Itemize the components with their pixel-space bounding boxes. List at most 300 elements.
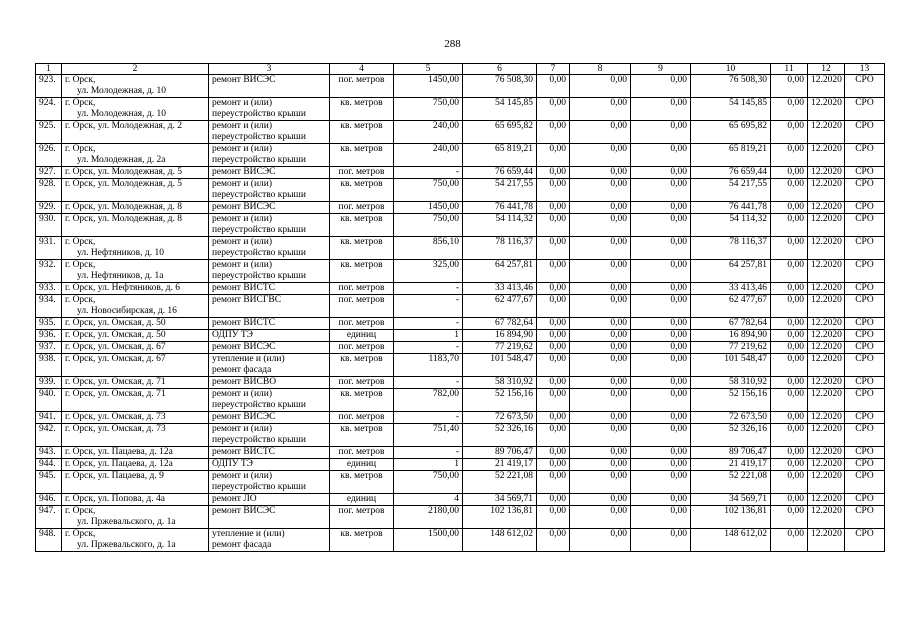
quantity-cell: 751,40 (394, 424, 463, 447)
table-row (36, 167, 885, 179)
cost-col8-cell: 0,00 (570, 412, 631, 424)
quantity-cell: - (394, 318, 463, 330)
total-cost-cell: 76 441,78 (463, 202, 537, 214)
work-type-cell (209, 389, 330, 412)
method-cell: СРО (845, 98, 885, 121)
cost-col11-cell: 0,00 (771, 377, 808, 389)
cost-col11-cell: 0,00 (771, 318, 808, 330)
total-cost-cell: 62 477,67 (463, 295, 537, 318)
work-type-cell (209, 529, 330, 552)
method-cell: СРО (845, 412, 885, 424)
quantity-cell: 1183,70 (394, 354, 463, 377)
quantity-cell: 750,00 (394, 471, 463, 494)
quantity-cell: 750,00 (394, 214, 463, 237)
work-type-cell-line: ремонт ВИСЭС (212, 342, 276, 352)
deadline-cell: 12.2020 (808, 354, 845, 377)
cost-col8-cell: 0,00 (570, 330, 631, 342)
method-cell: СРО (845, 424, 885, 447)
quantity-cell: 4 (394, 494, 463, 506)
quantity-cell: - (394, 167, 463, 179)
cost-col9-cell: 0,00 (631, 412, 691, 424)
work-type-cell (209, 424, 330, 447)
total-cost-cell: 67 782,64 (463, 318, 537, 330)
address-cell (62, 167, 209, 179)
total-cost-cell: 77 219,62 (463, 342, 537, 354)
quantity-cell: 2180,00 (394, 506, 463, 529)
cost-col9-cell: 0,00 (631, 167, 691, 179)
address-cell-line: г. Орск, (65, 144, 96, 154)
cost-col7-cell: 0,00 (537, 389, 570, 412)
row-number: 943. (36, 447, 62, 459)
cost-col7-cell: 0,00 (537, 75, 570, 98)
cost-col9-cell: 0,00 (631, 389, 691, 412)
row-number: 927. (36, 167, 62, 179)
column-number: 5 (394, 64, 463, 75)
work-type-cell (209, 506, 330, 529)
method-cell: СРО (845, 389, 885, 412)
unit-cell: кв. метров (330, 471, 394, 494)
unit-cell: кв. метров (330, 237, 394, 260)
column-number: 6 (463, 64, 537, 75)
cost-col9-cell: 0,00 (631, 98, 691, 121)
cost-col7-cell: 0,00 (537, 529, 570, 552)
quantity-cell: 750,00 (394, 98, 463, 121)
address-cell (62, 121, 209, 144)
cost-col9-cell: 0,00 (631, 506, 691, 529)
cost-col10-cell: 76 508,30 (691, 75, 771, 98)
address-cell-line: г. Орск, ул. Омская, д. 50 (65, 318, 166, 328)
deadline-cell: 12.2020 (808, 202, 845, 214)
address-cell-line: г. Орск, ул. Пацаева, д. 12а (65, 459, 173, 469)
cost-col10-cell: 76 441,78 (691, 202, 771, 214)
address-cell-line: ул. Нефтяников, д. 10 (77, 248, 164, 258)
column-number: 4 (330, 64, 394, 75)
method-cell: СРО (845, 342, 885, 354)
cost-col7-cell: 0,00 (537, 202, 570, 214)
address-cell (62, 75, 209, 98)
address-cell (62, 447, 209, 459)
cost-col9-cell: 0,00 (631, 318, 691, 330)
work-type-cell-line: переустройство крыши (212, 400, 306, 410)
row-number: 939. (36, 377, 62, 389)
cost-col8-cell: 0,00 (570, 214, 631, 237)
cost-col10-cell: 21 419,17 (691, 459, 771, 471)
cost-col8-cell: 0,00 (570, 260, 631, 283)
address-cell (62, 354, 209, 377)
unit-cell: кв. метров (330, 260, 394, 283)
address-cell-line: г. Орск, (65, 295, 96, 305)
cost-col8-cell: 0,00 (570, 424, 631, 447)
cost-col8-cell: 0,00 (570, 529, 631, 552)
work-type-cell-line: переустройство крыши (212, 190, 306, 200)
address-cell (62, 237, 209, 260)
row-number: 941. (36, 412, 62, 424)
address-cell-line: г. Орск, ул. Молодежная, д. 5 (65, 179, 183, 189)
work-type-cell-line: ОДПУ ТЭ (212, 330, 253, 340)
cost-col10-cell: 101 548,47 (691, 354, 771, 377)
total-cost-cell: 101 548,47 (463, 354, 537, 377)
row-number: 923. (36, 75, 62, 98)
cost-col10-cell: 52 326,16 (691, 424, 771, 447)
unit-cell: пог. метров (330, 202, 394, 214)
page-number: 288 (444, 38, 461, 50)
quantity-cell: 856,10 (394, 237, 463, 260)
address-cell-line: г. Орск, (65, 75, 96, 85)
method-cell: СРО (845, 144, 885, 167)
address-cell-line: г. Орск, ул. Омская, д. 71 (65, 389, 166, 399)
deadline-cell: 12.2020 (808, 214, 845, 237)
cost-col7-cell: 0,00 (537, 330, 570, 342)
row-number: 924. (36, 98, 62, 121)
address-cell (62, 295, 209, 318)
cost-col10-cell: 102 136,81 (691, 506, 771, 529)
cost-col9-cell: 0,00 (631, 330, 691, 342)
address-cell-line: г. Орск, ул. Омская, д. 71 (65, 377, 166, 387)
work-type-cell-line: утепление и (или) (212, 529, 285, 539)
unit-cell: пог. метров (330, 447, 394, 459)
cost-col7-cell: 0,00 (537, 459, 570, 471)
deadline-cell: 12.2020 (808, 459, 845, 471)
cost-col8-cell: 0,00 (570, 75, 631, 98)
table-row (36, 214, 885, 237)
method-cell: СРО (845, 330, 885, 342)
address-cell-line: ул. Пржевальского, д. 1а (77, 517, 176, 527)
deadline-cell: 12.2020 (808, 144, 845, 167)
address-cell-line: г. Орск, ул. Омская, д. 50 (65, 330, 166, 340)
deadline-cell: 12.2020 (808, 75, 845, 98)
row-number: 926. (36, 144, 62, 167)
cost-col8-cell: 0,00 (570, 98, 631, 121)
table-row (36, 342, 885, 354)
cost-col9-cell: 0,00 (631, 144, 691, 167)
work-type-cell (209, 342, 330, 354)
row-number: 937. (36, 342, 62, 354)
table-row (36, 202, 885, 214)
column-number: 7 (537, 64, 570, 75)
unit-cell: пог. метров (330, 377, 394, 389)
deadline-cell: 12.2020 (808, 237, 845, 260)
work-type-cell (209, 167, 330, 179)
work-type-cell-line: ремонт фасада (212, 365, 272, 375)
work-type-cell (209, 179, 330, 202)
row-number: 935. (36, 318, 62, 330)
deadline-cell: 12.2020 (808, 283, 845, 295)
work-type-cell-line: ремонт фасада (212, 540, 272, 550)
table-row (36, 459, 885, 471)
unit-cell: кв. метров (330, 424, 394, 447)
method-cell: СРО (845, 494, 885, 506)
total-cost-cell: 148 612,02 (463, 529, 537, 552)
method-cell: СРО (845, 471, 885, 494)
work-type-cell-line: ремонт ВИСЭС (212, 202, 276, 212)
cost-col8-cell: 0,00 (570, 389, 631, 412)
work-type-cell (209, 260, 330, 283)
address-cell (62, 330, 209, 342)
cost-col9-cell: 0,00 (631, 354, 691, 377)
cost-col8-cell: 0,00 (570, 459, 631, 471)
work-type-cell-line: ремонт и (или) (212, 424, 273, 434)
total-cost-cell: 102 136,81 (463, 506, 537, 529)
quantity-cell: 1450,00 (394, 75, 463, 98)
deadline-cell: 12.2020 (808, 260, 845, 283)
address-cell (62, 494, 209, 506)
row-number: 929. (36, 202, 62, 214)
cost-col11-cell: 0,00 (771, 412, 808, 424)
work-type-cell-line: ремонт ВИСГВС (212, 295, 282, 305)
work-type-cell (209, 144, 330, 167)
address-cell (62, 318, 209, 330)
cost-col7-cell: 0,00 (537, 354, 570, 377)
cost-col9-cell: 0,00 (631, 342, 691, 354)
cost-col8-cell: 0,00 (570, 506, 631, 529)
cost-col10-cell: 78 116,37 (691, 237, 771, 260)
cost-col11-cell: 0,00 (771, 98, 808, 121)
address-cell-line: г. Орск, ул. Нефтяников, д. 6 (65, 283, 180, 293)
unit-cell: пог. метров (330, 295, 394, 318)
table-row (36, 529, 885, 552)
quantity-cell: 240,00 (394, 144, 463, 167)
cost-col11-cell: 0,00 (771, 471, 808, 494)
total-cost-cell: 54 217,55 (463, 179, 537, 202)
row-number: 944. (36, 459, 62, 471)
address-cell-line: г. Орск, ул. Пацаева, д. 9 (65, 471, 164, 481)
cost-col9-cell: 0,00 (631, 295, 691, 318)
total-cost-cell: 76 659,44 (463, 167, 537, 179)
cost-col8-cell: 0,00 (570, 318, 631, 330)
deadline-cell: 12.2020 (808, 447, 845, 459)
work-type-cell-line: переустройство крыши (212, 271, 306, 281)
deadline-cell: 12.2020 (808, 494, 845, 506)
work-type-cell-line: переустройство крыши (212, 482, 306, 492)
work-type-cell-line: ОДПУ ТЭ (212, 459, 253, 469)
work-type-cell-line: ремонт и (или) (212, 471, 273, 481)
quantity-cell: - (394, 412, 463, 424)
address-cell-line: ул. Новосибирская, д. 16 (77, 306, 177, 316)
column-number: 8 (570, 64, 631, 75)
cost-col8-cell: 0,00 (570, 167, 631, 179)
cost-col7-cell: 0,00 (537, 237, 570, 260)
cost-col9-cell: 0,00 (631, 471, 691, 494)
address-cell-line: ул. Пржевальского, д. 1а (77, 540, 176, 550)
cost-col7-cell: 0,00 (537, 283, 570, 295)
work-type-cell (209, 283, 330, 295)
work-type-cell-line: ремонт и (или) (212, 98, 273, 108)
row-number: 930. (36, 214, 62, 237)
cost-col9-cell: 0,00 (631, 237, 691, 260)
work-type-cell-line: ремонт и (или) (212, 260, 273, 270)
work-type-cell-line: ремонт ЛО (212, 494, 257, 504)
table-row (36, 295, 885, 318)
table-row (36, 283, 885, 295)
deadline-cell: 12.2020 (808, 318, 845, 330)
total-cost-cell: 89 706,47 (463, 447, 537, 459)
work-type-cell-line: ремонт и (или) (212, 121, 273, 131)
row-number: 948. (36, 529, 62, 552)
cost-col11-cell: 0,00 (771, 506, 808, 529)
work-type-cell-line: переустройство крыши (212, 435, 306, 445)
cost-col8-cell: 0,00 (570, 144, 631, 167)
table-row (36, 318, 885, 330)
deadline-cell: 12.2020 (808, 424, 845, 447)
method-cell: СРО (845, 179, 885, 202)
address-cell-line: г. Орск, (65, 506, 96, 516)
total-cost-cell: 52 156,16 (463, 389, 537, 412)
cost-col11-cell: 0,00 (771, 214, 808, 237)
column-number-header (36, 64, 885, 75)
column-number: 2 (62, 64, 209, 75)
cost-col9-cell: 0,00 (631, 202, 691, 214)
work-type-cell-line: ремонт и (или) (212, 214, 273, 224)
column-number: 3 (209, 64, 330, 75)
work-type-cell-line: ремонт ВИСЭС (212, 506, 276, 516)
cost-col8-cell: 0,00 (570, 354, 631, 377)
unit-cell: пог. метров (330, 283, 394, 295)
row-number: 938. (36, 354, 62, 377)
address-cell-line: г. Орск, (65, 237, 96, 247)
unit-cell: пог. метров (330, 75, 394, 98)
table-row (36, 389, 885, 412)
unit-cell: пог. метров (330, 167, 394, 179)
quantity-cell: - (394, 377, 463, 389)
cost-col11-cell: 0,00 (771, 179, 808, 202)
work-type-cell (209, 494, 330, 506)
method-cell: СРО (845, 260, 885, 283)
column-number: 10 (691, 64, 771, 75)
work-type-cell-line: ремонт ВИСТС (212, 318, 276, 328)
cost-col11-cell: 0,00 (771, 75, 808, 98)
table-row (36, 121, 885, 144)
cost-col8-cell: 0,00 (570, 342, 631, 354)
deadline-cell: 12.2020 (808, 506, 845, 529)
column-number: 13 (845, 64, 885, 75)
quantity-cell: 782,00 (394, 389, 463, 412)
table-row (36, 75, 885, 98)
method-cell: СРО (845, 506, 885, 529)
table-row (36, 260, 885, 283)
method-cell: СРО (845, 354, 885, 377)
cost-col7-cell: 0,00 (537, 260, 570, 283)
cost-col9-cell: 0,00 (631, 283, 691, 295)
table-row (36, 471, 885, 494)
row-number: 936. (36, 330, 62, 342)
method-cell: СРО (845, 377, 885, 389)
work-type-cell (209, 330, 330, 342)
method-cell: СРО (845, 214, 885, 237)
cost-col11-cell: 0,00 (771, 447, 808, 459)
deadline-cell: 12.2020 (808, 412, 845, 424)
unit-cell: единиц (330, 330, 394, 342)
quantity-cell: 1500,00 (394, 529, 463, 552)
work-type-cell-line: ремонт ВИСЭС (212, 167, 276, 177)
table-row (36, 447, 885, 459)
cost-col9-cell: 0,00 (631, 529, 691, 552)
work-type-cell (209, 202, 330, 214)
work-type-cell-line: ремонт и (или) (212, 389, 273, 399)
cost-col7-cell: 0,00 (537, 424, 570, 447)
work-type-cell (209, 459, 330, 471)
repair-register-table (35, 63, 885, 552)
cost-col8-cell: 0,00 (570, 471, 631, 494)
row-number: 928. (36, 179, 62, 202)
address-cell-line: ул. Нефтяников, д. 1а (77, 271, 164, 281)
work-type-cell-line: переустройство крыши (212, 155, 306, 165)
work-type-cell (209, 214, 330, 237)
address-cell (62, 377, 209, 389)
address-cell-line: г. Орск, ул. Омская, д. 73 (65, 424, 166, 434)
cost-col10-cell: 54 217,55 (691, 179, 771, 202)
cost-col11-cell: 0,00 (771, 330, 808, 342)
quantity-cell: 325,00 (394, 260, 463, 283)
cost-col11-cell: 0,00 (771, 237, 808, 260)
unit-cell: кв. метров (330, 121, 394, 144)
work-type-cell (209, 377, 330, 389)
address-cell (62, 389, 209, 412)
unit-cell: пог. метров (330, 342, 394, 354)
work-type-cell (209, 98, 330, 121)
total-cost-cell: 72 673,50 (463, 412, 537, 424)
cost-col7-cell: 0,00 (537, 447, 570, 459)
method-cell: СРО (845, 167, 885, 179)
address-cell-line: г. Орск, ул. Молодежная, д. 8 (65, 214, 183, 224)
cost-col7-cell: 0,00 (537, 295, 570, 318)
cost-col11-cell: 0,00 (771, 283, 808, 295)
work-type-cell-line: переустройство крыши (212, 132, 306, 142)
cost-col10-cell: 62 477,67 (691, 295, 771, 318)
cost-col11-cell: 0,00 (771, 459, 808, 471)
unit-cell: пог. метров (330, 506, 394, 529)
method-cell: СРО (845, 283, 885, 295)
deadline-cell: 12.2020 (808, 342, 845, 354)
method-cell: СРО (845, 459, 885, 471)
table-row (36, 354, 885, 377)
cost-col11-cell: 0,00 (771, 424, 808, 447)
address-cell-line: г. Орск, ул. Пацаева, д. 12а (65, 447, 173, 457)
cost-col11-cell: 0,00 (771, 494, 808, 506)
quantity-cell: 1 (394, 459, 463, 471)
unit-cell: единиц (330, 494, 394, 506)
row-number: 932. (36, 260, 62, 283)
cost-col8-cell: 0,00 (570, 447, 631, 459)
work-type-cell-line: утепление и (или) (212, 354, 285, 364)
unit-cell: пог. метров (330, 318, 394, 330)
cost-col9-cell: 0,00 (631, 447, 691, 459)
method-cell: СРО (845, 75, 885, 98)
work-type-cell-line: ремонт и (или) (212, 179, 273, 189)
column-number: 9 (631, 64, 691, 75)
address-cell (62, 260, 209, 283)
cost-col11-cell: 0,00 (771, 354, 808, 377)
address-cell-line: ул. Молодежная, д. 2а (77, 155, 166, 165)
work-type-cell-line: ремонт ВИСТС (212, 283, 276, 293)
cost-col7-cell: 0,00 (537, 494, 570, 506)
cost-col8-cell: 0,00 (570, 494, 631, 506)
row-number: 934. (36, 295, 62, 318)
deadline-cell: 12.2020 (808, 529, 845, 552)
deadline-cell: 12.2020 (808, 295, 845, 318)
deadline-cell: 12.2020 (808, 471, 845, 494)
work-type-cell (209, 237, 330, 260)
cost-col7-cell: 0,00 (537, 318, 570, 330)
cost-col7-cell: 0,00 (537, 377, 570, 389)
cost-col7-cell: 0,00 (537, 121, 570, 144)
unit-cell: единиц (330, 459, 394, 471)
cost-col10-cell: 76 659,44 (691, 167, 771, 179)
cost-col7-cell: 0,00 (537, 214, 570, 237)
work-type-cell-line: переустройство крыши (212, 225, 306, 235)
quantity-cell: - (394, 295, 463, 318)
address-cell-line: г. Орск, ул. Молодежная, д. 5 (65, 167, 183, 177)
work-type-cell-line: ремонт и (или) (212, 144, 273, 154)
